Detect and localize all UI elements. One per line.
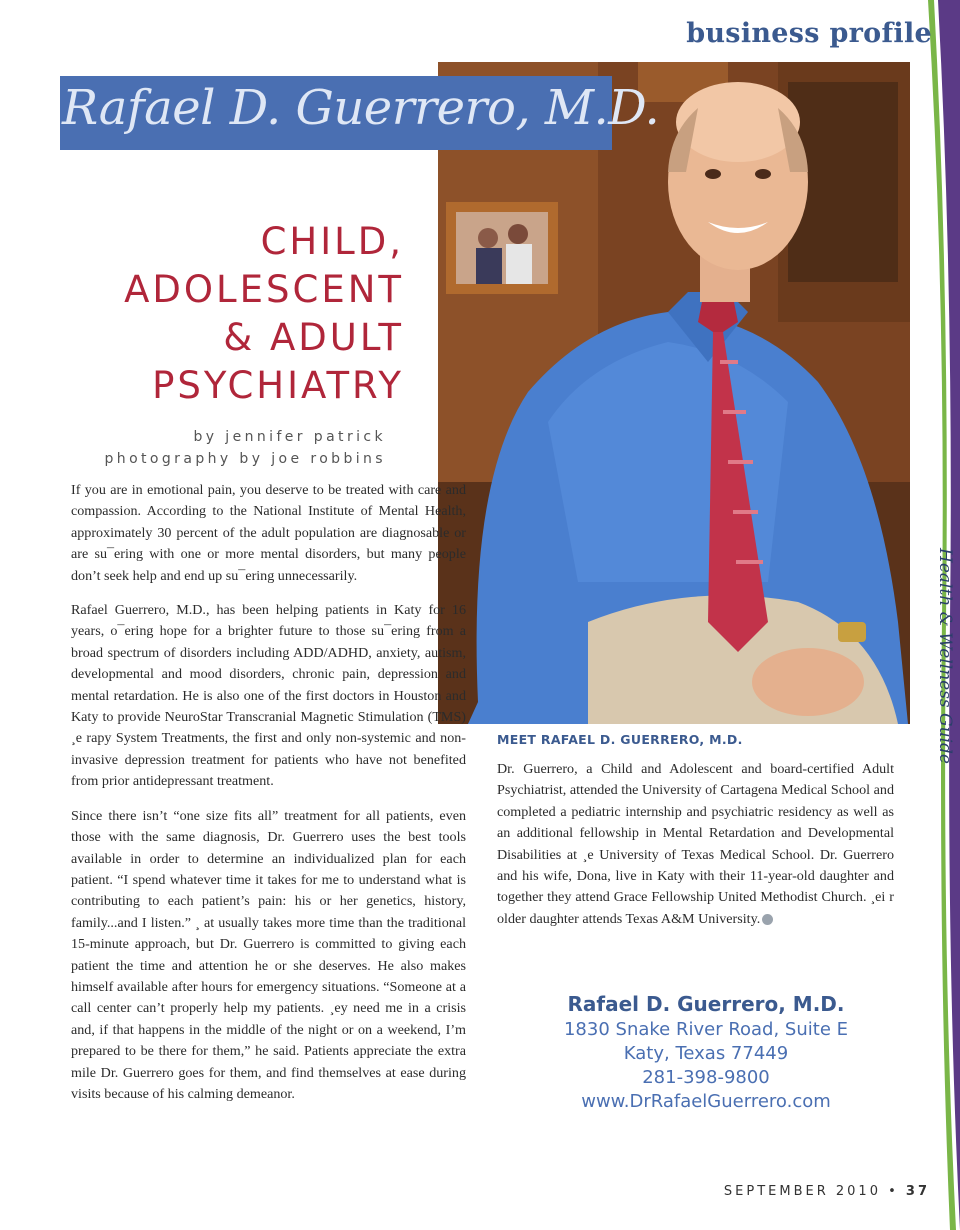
headline-line: ADOLESCENT xyxy=(124,268,404,311)
end-mark-icon xyxy=(762,914,773,925)
side-label xyxy=(935,548,955,768)
portrait-photo xyxy=(438,62,910,724)
sidebar-text xyxy=(497,759,894,930)
author-credit: by jennifer patrick xyxy=(193,429,386,445)
article-paragraph: Since there isn’t “one size fits all” treatment for all patients, even those with the same diagnosis, Dr. Guerrero uses the best tools available in order to determine an individualized plan for each patient. “I spend whatever time it takes for me to understand what is contributing to each patient’s pain: his or her genetics, history, family...and I listen.” ¸ at usually takes more time than the traditional 15-minute approach, but Dr. Guerrero is committed to giving each patient the time and attention he or she deserves. He also makes himself available after hours for emergency situations. “Someone at a call center can’t properly help my patients. ¸ey need me in a crisis and, if that happens in the middle of the night or on a weekend, I’m prepared to be there for them,” he said. Patients appreciate the extra mile Dr. Guerrero goes for them, and find themselves at ease during visits because of his calming demeanor. xyxy=(71,807,466,1102)
contact-address-line2: Katy, Texas 77449 xyxy=(623,1043,789,1064)
side-label-text: Health & Wellness Guide xyxy=(935,548,955,764)
issue-date: SEPTEMBER 2010 • xyxy=(723,1184,899,1199)
contact-phone: 281-398-9800 xyxy=(642,1067,770,1088)
page-number: 37 xyxy=(905,1184,930,1199)
sidebar-bio xyxy=(497,732,894,930)
article-body xyxy=(71,480,466,1118)
byline xyxy=(60,426,386,470)
page-footer xyxy=(724,1184,930,1199)
article-paragraph: Rafael Guerrero, M.D., has been helping patients in Katy for 16 years, o¯ering hope for a brighter future to those su¯ering from a broad spectrum of disorders including ADD/ADHD, anxiety, autism, developmental and mood disorders, chronic pain, depression and mental retardation. He is also one of the first doctors in Houston and Katy to provide NeuroStar Transcranial Magnetic Stimulation (TMS) ¸e rapy System Treatments, the first and only non-systemic and non-invasive depression treatment for patients who have not benefited from prior antidepressant treatment. xyxy=(71,602,466,790)
headline-line: & ADULT xyxy=(223,316,404,359)
article-paragraph: If you are in emotional pain, you deserve to be treated with care and compassion. According to the National Institute of Mental Health, approximately 30 percent of the adult population are diagnosable or are su¯ering with one or more mental disorders, but many people don’t seek help and end up su¯ering unnecessarily. xyxy=(71,482,466,584)
contact-block xyxy=(497,990,915,1114)
photographer-credit: photography by joe robbins xyxy=(104,451,386,467)
article-title: Rafael D. Guerrero, M.D. xyxy=(62,80,660,136)
contact-website[interactable]: www.DrRafaelGuerrero.com xyxy=(581,1091,831,1112)
contact-address-line1: 1830 Snake River Road, Suite E xyxy=(563,1019,848,1040)
contact-name: Rafael D. Guerrero, M.D. xyxy=(567,992,845,1016)
headline xyxy=(60,218,404,410)
section-label: business profile xyxy=(686,18,932,49)
headline-line: CHILD, xyxy=(260,220,404,263)
sidebar-heading: MEET RAFAEL D. GUERRERO, M.D. xyxy=(497,732,743,747)
headline-line: PSYCHIATRY xyxy=(152,364,404,407)
sidebar-text-body: Dr. Guerrero, a Child and Adolescent and board-certified Adult Psychiatrist, attended the University of Cartagena Medical School and completed a pediatric internship and psychiatric residency as well as an additional fellowship in Mental Retardation and Developmental Disabilities at ¸e University of Texas Medical School. Dr. Guerrero and his wife, Dona, live in Katy with their 11-year-old daughter and together they attend Grace Fellowship United Methodist Church. ¸ei r older daughter attends Texas A&M University. xyxy=(497,761,894,927)
